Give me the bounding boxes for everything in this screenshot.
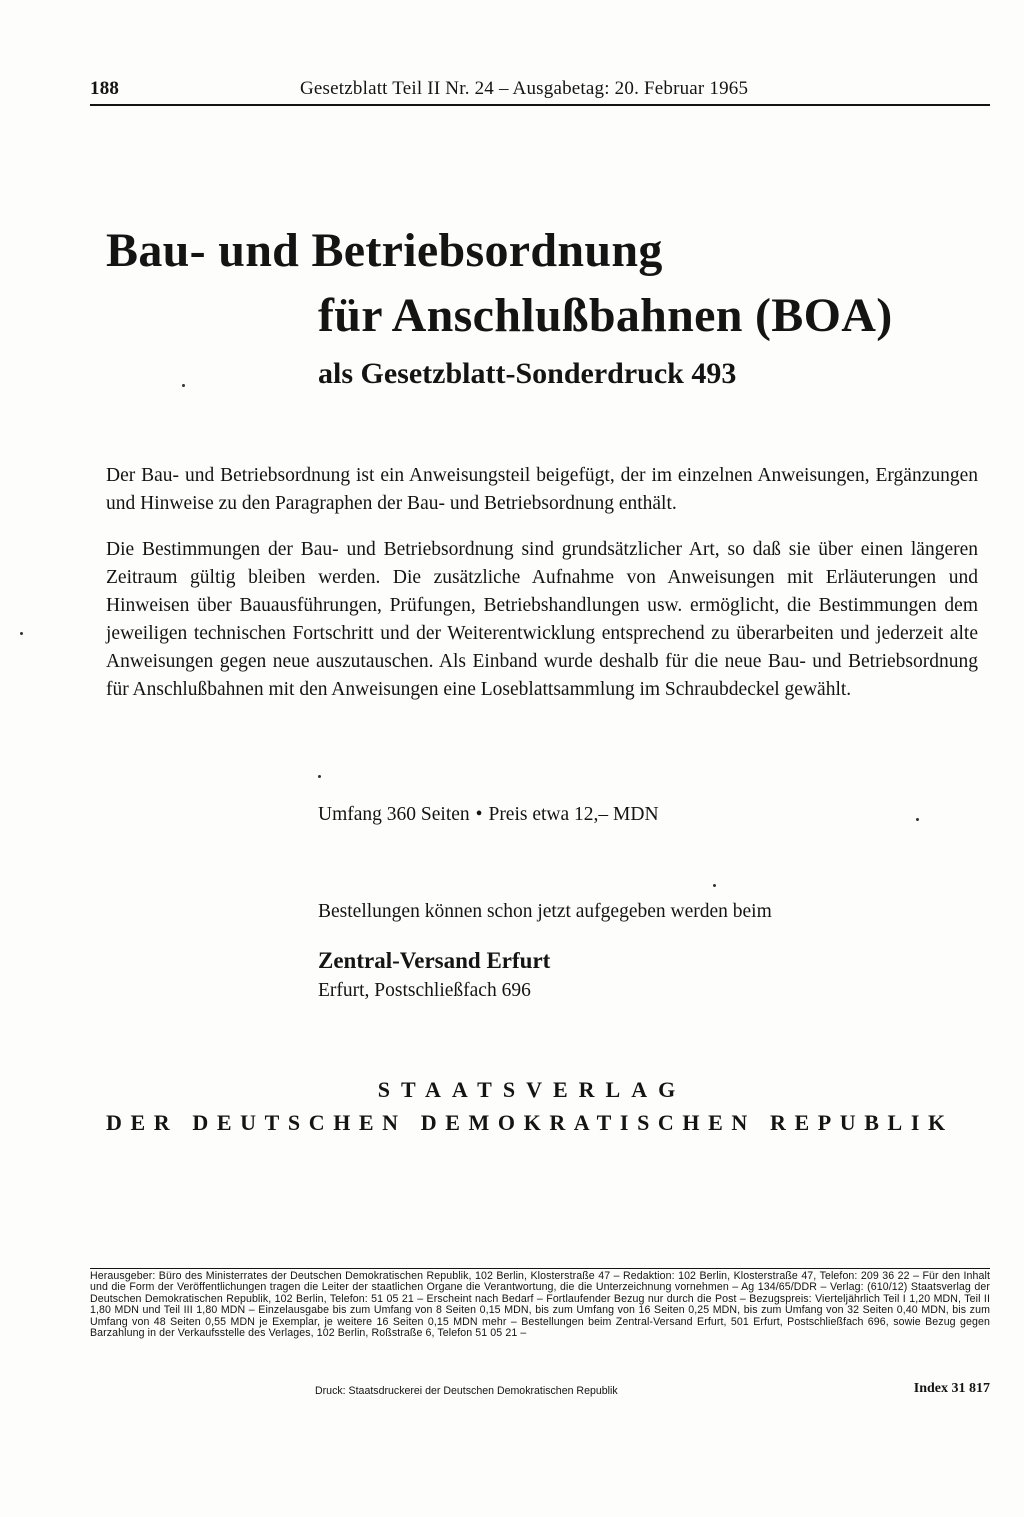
- extent-price-line: [318, 801, 659, 829]
- bullet-separator: •: [475, 804, 483, 825]
- distributor-address: Erfurt, Postschließfach 696: [318, 980, 531, 1001]
- print-speck: [20, 632, 23, 635]
- paragraph-1: Der Bau- und Betriebsordnung ist ein Anweisungsteil beigefügt, der im einzelnen Anweisungen, Ergänzungen und Hinweise zu den Paragraphen der Bau- und Betriebsordnung enthält.: [106, 465, 978, 514]
- print-speck: [318, 775, 321, 778]
- distributor-name: Zentral-Versand Erfurt: [318, 948, 551, 973]
- price: Preis etwa 12,– MDN: [488, 804, 659, 825]
- imprint-last-line: [90, 1381, 990, 1398]
- page-number: 188: [90, 78, 120, 99]
- extent: Umfang 360 Seiten: [318, 804, 470, 825]
- publisher-line-2: DER DEUTSCHEN DEMOKRATISCHEN REPUBLIK: [106, 1110, 954, 1135]
- index-number: Index 31 817: [913, 1381, 990, 1396]
- print-speck: [182, 384, 185, 387]
- publisher-line-1: STAATSVERLAG: [377, 1077, 687, 1102]
- subtitle: als Gesetzblatt-Sonderdruck 493: [318, 357, 737, 390]
- title-line-2: für Anschlußbahnen (BOA): [318, 289, 893, 342]
- paragraph-2: Die Bestimmungen der Bau- und Betriebsordnung sind grundsätzlicher Art, so daß sie über einen längeren Zeitraum gültig bleiben werden. Die zusätzliche Aufnahme von Anweisungen mit Erläuterungen und Hinweisen über Bauausführungen, Prüfungen, Betriebshandlungen usw. ermöglicht, die Bestimmungen dem jeweiligen technischen Fortschritt und der Weiterentwicklung entsprechend zu überarbeiten und jederzeit alte Anweisungen gegen neue auszutauschen. Als Einband wurde deshalb für die neue Bau- und Betriebsordnung für Anschlußbahnen mit den Anweisungen eine Loseblattsammlung im Schraubdeckel gewählt.: [106, 539, 978, 700]
- imprint-text: Herausgeber: Büro des Ministerrates der Deutschen Demokratischen Republik, 102 Berlin, Klosterstraße 47 – Redaktion: 102 Berlin, Klosterstraße 47, Telefon: 209 36 22 – Für den Inhalt und die Form der Veröffentlichungen tragen die Leiter der staatlichen Organe die Verantwortung, die die Unterzeichnung vornehmen – Ag 134/65/DDR – Verlag: (610/12) Staatsverlag der Deutschen Demokratischen Republik, 102 Berlin, Telefon: 51 05 21 – Erscheint nach Bedarf – Fortlaufender Bezug nur durch die Post – Bezugspreis: Vierteljährlich Teil I 1,20 MDN, Teil II 1,80 MDN und Teil III 1,80 MDN – Einzelausgabe bis zum Umfang von 8 Seiten 0,15 MDN, bis zum Umfang von 16 Seiten 0,25 MDN, bis zum Umfang von 32 Seiten 0,40 MDN, bis zum Umfang von 48 Seiten 0,55 MDN je Exemplar, je weitere 16 Seiten 0,15 MDN mehr – Bestellungen beim Zentral-Versand Erfurt, 501 Erfurt, Postschließfach 696, sowie Bezug gegen Barzahlung in der Verkaufsstelle des Verlages, 102 Berlin, Roßstraße 6, Telefon 51 05 21 –: [90, 1270, 990, 1340]
- print-line: Druck: Staatsdruckerei der Deutschen Demokratischen Republik: [315, 1385, 618, 1397]
- orders-note: Bestellungen können schon jetzt aufgegeben werden beim: [318, 901, 772, 922]
- running-title: Gesetzblatt Teil II Nr. 24 – Ausgabetag: 20. Februar 1965: [300, 78, 749, 99]
- footer-rule: [90, 1268, 990, 1269]
- running-head: [90, 76, 990, 102]
- print-speck: [916, 818, 919, 821]
- print-speck: [713, 884, 716, 887]
- header-rule: [90, 104, 990, 106]
- title-line-1: Bau- und Betriebsordnung: [106, 224, 663, 277]
